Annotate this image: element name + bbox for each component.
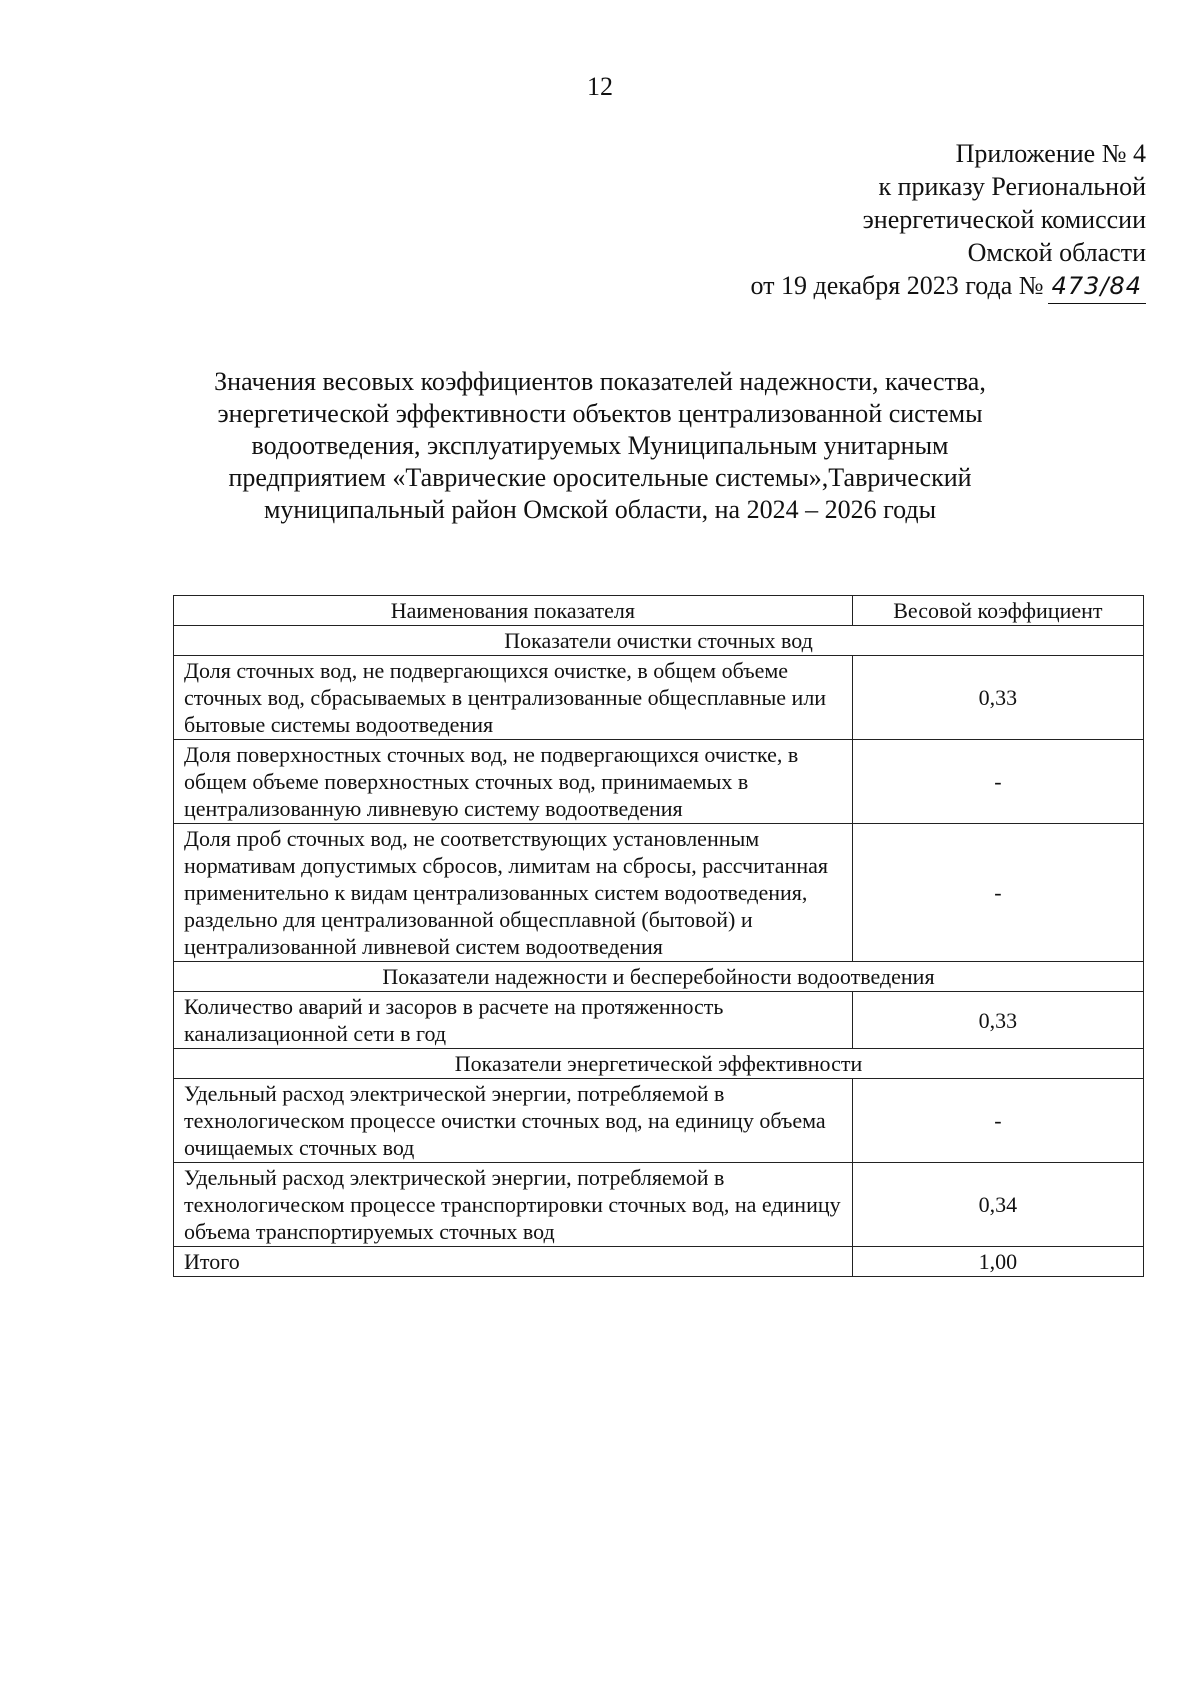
title-line: муниципальный район Омской области, на 2024 – 2026 годы xyxy=(263,495,937,524)
indicator-name: Удельный расход электрической энергии, потребляемой в технологическом процессе очистки сточных вод, на единицу объема очищаемых сточных вод xyxy=(174,1079,853,1163)
indicator-name: Доля сточных вод, не подвергающихся очистке, в общем объеме сточных вод, сбрасываемых в централизованные общесплавные или бытовые системы водоотведения xyxy=(174,656,853,740)
section-title: Показатели очистки сточных вод xyxy=(174,626,1144,656)
header-name: Наименования показателя xyxy=(174,596,853,626)
title-line: энергетической эффективности объектов централизованной системы xyxy=(217,399,983,428)
table-row xyxy=(174,1163,1144,1247)
indicator-name: Доля проб сточных вод, не соответствующих установленным нормативам допустимых сбросов, лимитам на сбросы, рассчитанная применительно к видам централизованных систем водоотведения, раздельно для централизованной общесплавной (бытовой) и централизованной ливневой систем водоотведения xyxy=(174,824,853,962)
section-title: Показатели надежности и бесперебойности водоотведения xyxy=(174,962,1144,992)
section-row xyxy=(174,626,1144,656)
appendix-title: Приложение № 4 xyxy=(955,139,1146,168)
header-coefficient: Весовой коэффициент xyxy=(852,596,1143,626)
table-header-row xyxy=(174,596,1144,626)
appendix-date-line xyxy=(750,269,1146,304)
appendix-block xyxy=(750,137,1146,304)
table-row xyxy=(174,992,1144,1049)
section-title: Показатели энергетической эффективности xyxy=(174,1049,1144,1079)
indicator-value: - xyxy=(852,1079,1143,1163)
appendix-date: от 19 декабря 2023 года № xyxy=(750,271,1044,300)
table-row xyxy=(174,1079,1144,1163)
order-number-handwritten: 473/84 xyxy=(1048,270,1146,304)
indicator-name: Количество аварий и засоров в расчете на протяженность канализационной сети в год xyxy=(174,992,853,1049)
title-line: Значения весовых коэффициентов показателей надежности, качества, xyxy=(214,367,986,396)
indicator-value: - xyxy=(852,824,1143,962)
document-title xyxy=(150,366,1050,526)
table-row xyxy=(174,656,1144,740)
total-value: 1,00 xyxy=(852,1247,1143,1277)
table-row xyxy=(174,740,1144,824)
title-line: водоотведения, эксплуатируемых Муниципальным унитарным xyxy=(251,431,949,460)
indicator-value: 0,34 xyxy=(852,1163,1143,1247)
indicator-value: 0,33 xyxy=(852,992,1143,1049)
indicator-name: Доля поверхностных сточных вод, не подвергающихся очистке, в общем объеме поверхностных сточных вод, принимаемых в централизованную ливневую систему водоотведения xyxy=(174,740,853,824)
appendix-commission: энергетической комиссии xyxy=(862,205,1146,234)
section-row xyxy=(174,1049,1144,1079)
total-row xyxy=(174,1247,1144,1277)
indicator-value: - xyxy=(852,740,1143,824)
total-label: Итого xyxy=(174,1247,853,1277)
indicator-value: 0,33 xyxy=(852,656,1143,740)
table-row xyxy=(174,824,1144,962)
page-number: 12 xyxy=(587,72,613,101)
appendix-region: Омской области xyxy=(967,238,1146,267)
title-line: предприятием «Таврические оросительные системы»,Таврический xyxy=(228,463,972,492)
section-row xyxy=(174,962,1144,992)
indicator-name: Удельный расход электрической энергии, потребляемой в технологическом процессе транспортировки сточных вод, на единицу объема транспортируемых сточных вод xyxy=(174,1163,853,1247)
appendix-order-ref: к приказу Региональной xyxy=(878,172,1146,201)
coefficients-table xyxy=(173,595,1144,1277)
